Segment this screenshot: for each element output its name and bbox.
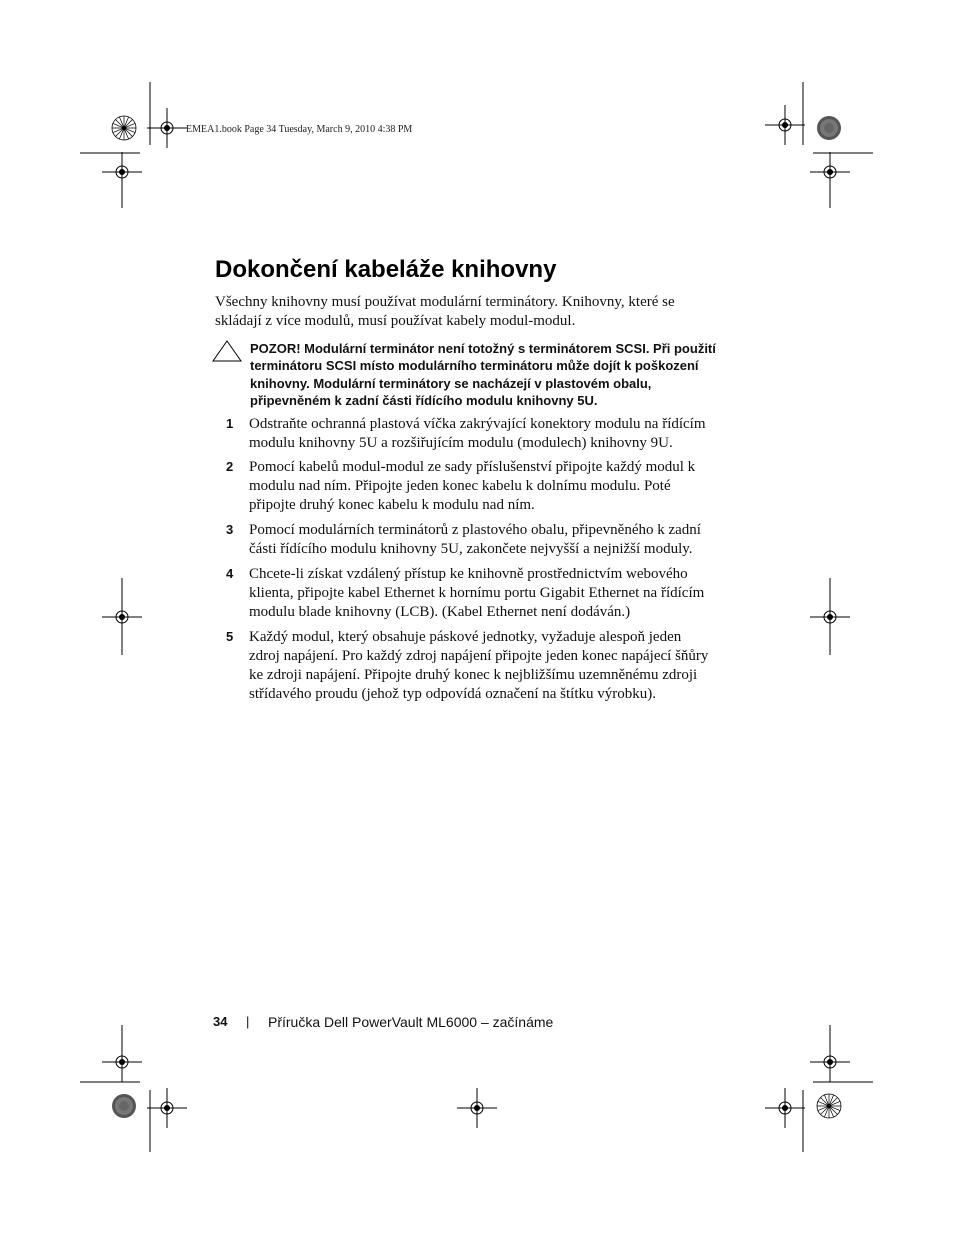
step-number: 2 — [226, 459, 234, 474]
step-text: Pomocí kabelů modul-modul ze sady příslušenství připojte každý modul k modulu nad ním. Připojte jeden konec kabelu k dolnímu modulu. Poté připojte druhý konec kabelu k modulu nad ním. — [249, 459, 696, 513]
footer-book-title: Příručka Dell PowerVault ML6000 – začínáme — [268, 1014, 554, 1030]
step-number: 5 — [226, 629, 234, 644]
step-number: 4 — [226, 566, 234, 581]
step-text: Každý modul, který obsahuje páskové jednotky, vyžaduje alespoň jeden zdroj napájení. Pro každý zdroj napájení připojte jeden konec napájecí šňůry ke zdroji napájení. Připojte druhý konec k nejbližšímu uzemněnému zdroji střídavého proudu (jehož typ odpovídá označení na štítku výrobku). — [249, 629, 709, 702]
print-header-stamp: EMEA1.book Page 34 Tuesday, March 9, 2010 4:38 PM — [186, 124, 413, 135]
step-number: 1 — [226, 416, 234, 431]
intro-paragraph: Všechny knihovny musí používat modulární terminátory. Knihovny, které se skládají z více modulů, musí používat kabely modul-modul. — [215, 294, 675, 329]
page-number: 34 — [213, 1014, 228, 1029]
warning-triangle-icon — [212, 340, 242, 362]
step-text: Chcete-li získat vzdálený přístup ke knihovně prostřednictvím webového klienta, připojte kabel Ethernet k hornímu portu Gigabit Ethernet na řídícím modulu blade knihovny (LCB). (Kabel Ethernet není dodáván.) — [249, 566, 705, 620]
footer-separator: | — [246, 1014, 250, 1029]
step-number: 3 — [226, 522, 234, 537]
step-text: Pomocí modulárních terminátorů z plastového obalu, připevněného k zadní části řídícího modulu knihovny 5U, zakončete nejvyšší a nejnižší moduly. — [249, 522, 701, 557]
step-text: Odstraňte ochranná plastová víčka zakrývající konektory modulu na řídícím modulu knihovny 5U a rozšiřujícím modulu (modulech) knihovny 9U. — [249, 416, 706, 451]
section-title: Dokončení kabeláže knihovny — [215, 256, 557, 283]
caution-text: POZOR! Modulární terminátor není totožný s terminátorem SCSI. Při použití terminátoru SCSI místo modulárního terminátoru může dojít k poškození knihovny. Modulární terminátory se nacházejí v plastovém obalu, připevněném k zadní části řídícího modulu knihovny 5U. — [250, 341, 716, 408]
